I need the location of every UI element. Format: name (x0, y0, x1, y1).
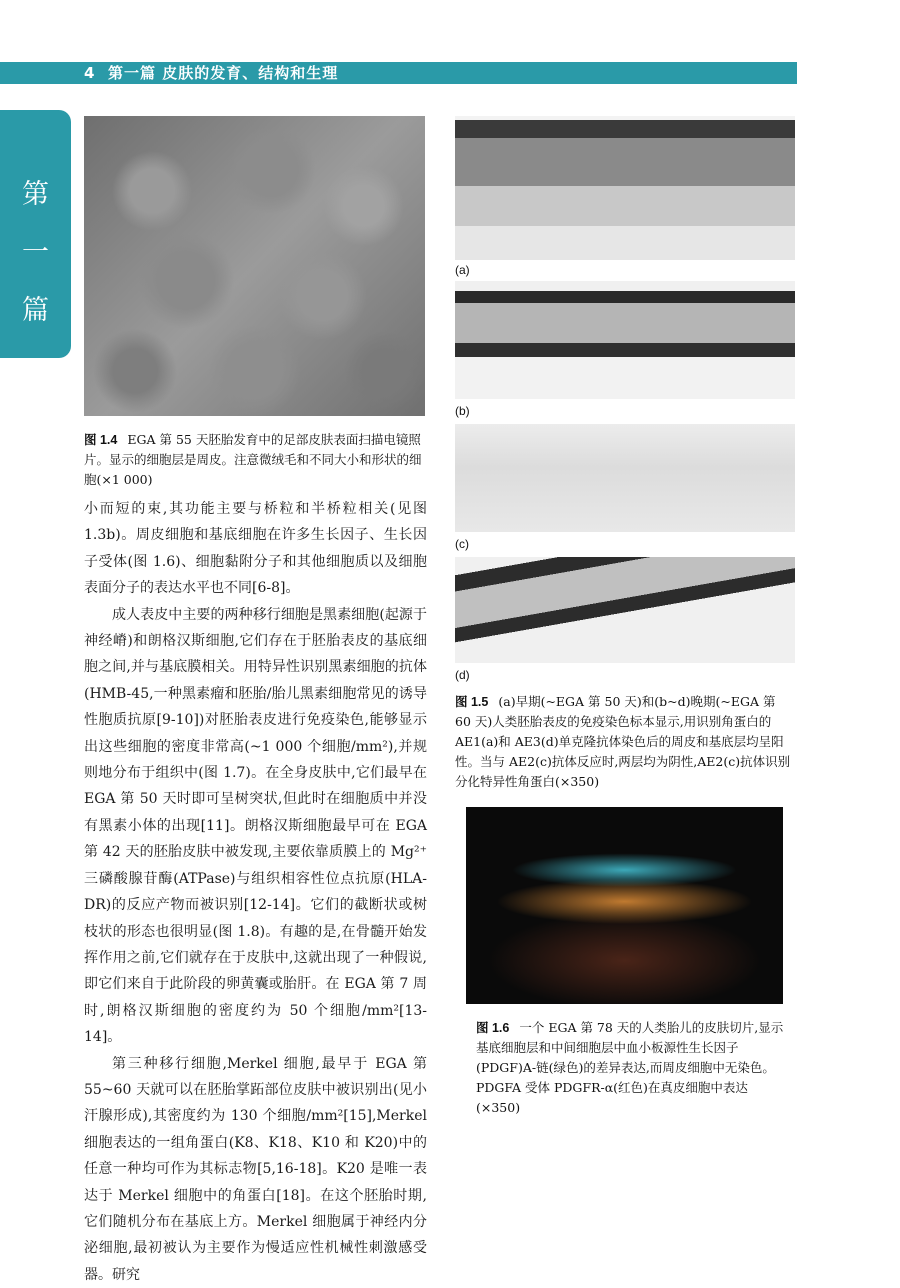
paragraph-3: 第三种移行细胞,Merkel 细胞,最早于 EGA 第 55~60 天就可以在胚胎掌跖部位皮肤中被识别出(见小汗腺形成),其密度约为 130 个细胞/mm²[15],Merkel 细胞表达的一组角蛋白(K8、K18、K10 和 K20)中的任意一种均可作为其标志物[5,16-18]。K20 是唯一表达于 Merkel 细胞中的角蛋白[18]。在这个胚胎时期,它们随机分布在基底上方。Merkel 细胞属于神经内分泌细胞,最初被认为主要作为慢适应性机械性刺激感受器。研究 (84, 1055, 427, 1283)
figure-1-5-caption-text: (a)早期(~EGA 第 50 天)和(b~d)晚期(~EGA 第 60 天)人类胚胎表皮的免疫染色标本显示,用识别角蛋白的 AE1(a)和 AE3(d)单克隆抗体染色后的周皮和基底层均呈阳性。当与 AE2(c)抗体反应时,两层均为阴性,AE2(c)抗体识别分化特异性角蛋白(×350) (455, 694, 791, 789)
side-tab-char-3: 篇 (22, 295, 49, 326)
figure-1-6-caption-text: 一个 EGA 第 78 天的人类胎儿的皮肤切片,显示基底细胞层和中间细胞层中血小板源性生长因子(PDGF)A-链(绿色)的差异表达,而周皮细胞中无染色。PDGFA 受体 PDGFR-α(红色)在真皮细胞中表达(×350) (476, 1020, 784, 1115)
panel-label-b: (b) (455, 404, 470, 418)
figure-1-5-panel-b (455, 281, 795, 399)
part-side-tab (0, 110, 71, 358)
panel-label-a: (a) (455, 263, 470, 277)
figure-1-5-caption (455, 692, 795, 792)
figure-1-4-sem-image (84, 116, 425, 416)
side-tab-char-1: 第 (22, 179, 49, 210)
page-number: 4 (84, 64, 95, 82)
figure-1-4-caption-text: EGA 第 55 天胚胎发育中的足部皮肤表面扫描电镜照片。显示的细胞层是周皮。注意微绒毛和不同大小和形状的细胞(×1 000) (84, 432, 422, 487)
figure-1-5-panel-c (455, 424, 795, 532)
side-tab-char-2: 一 (22, 237, 49, 268)
figure-1-5-number: 图 1.5 (455, 695, 489, 709)
chapter-title: 第一篇 皮肤的发育、结构和生理 (108, 64, 339, 82)
figure-1-5-panel-d (455, 557, 795, 663)
figure-1-4-number: 图 1.4 (84, 433, 118, 447)
paragraph-1: 小而短的束,其功能主要与桥粒和半桥粒相关(见图 1.3b)。周皮细胞和基底细胞在许多生长因子、生长因子受体(图 1.6)、细胞黏附分子和其他细胞质以及细胞表面分子的表达水平也不同[6-8]。 (84, 501, 427, 597)
figure-1-6-fluorescence-image (466, 807, 783, 1004)
paragraph-2: 成人表皮中主要的两种移行细胞是黑素细胞(起源于神经嵴)和朗格汉斯细胞,它们存在于胚胎表皮的基底细胞之间,并与基底膜相关。用特异性识别黑素细胞的抗体(HMB-45,一种黑素瘤和胚胎/胎儿黑素细胞常见的诱导性胞质抗原[9-10])对胚胎表皮进行免疫染色,能够显示出这些细胞的密度非常高(~1 000 个细胞/mm²),并规则地分布于组织中(图 1.7)。在全身皮肤中,它们最早在 EGA 第 50 天时即可呈树突状,但此时在细胞质中并没有黑素小体的出现[11]。朗格汉斯细胞最早可在 EGA 第 42 天的胚胎皮肤中被发现,主要依靠质膜上的 Mg²⁺三磷酸腺苷酶(ATPase)与组织相容性位点抗原(HLA-DR)的反应产物而被识别[12-14]。它们的截断状或树枝状的形态也很明显(图 1.8)。有趣的是,在骨髓开始发挥作用之前,它们就存在于皮肤中,这就出现了一种假说,即它们来自于此阶段的卵黄囊或胎肝。在 EGA 第 7 周时,朗格汉斯细胞的密度约为 50 个细胞/mm²[13-14]。 (84, 606, 427, 1046)
panel-label-c: (c) (455, 537, 469, 551)
figure-1-5-panel-a (455, 116, 795, 260)
panel-label-d: (d) (455, 668, 470, 682)
body-text-column (84, 496, 427, 1288)
figure-1-6-number: 图 1.6 (476, 1021, 510, 1035)
running-header (0, 62, 797, 84)
figure-1-6-caption (476, 1018, 786, 1118)
figure-1-4-caption (84, 430, 427, 490)
